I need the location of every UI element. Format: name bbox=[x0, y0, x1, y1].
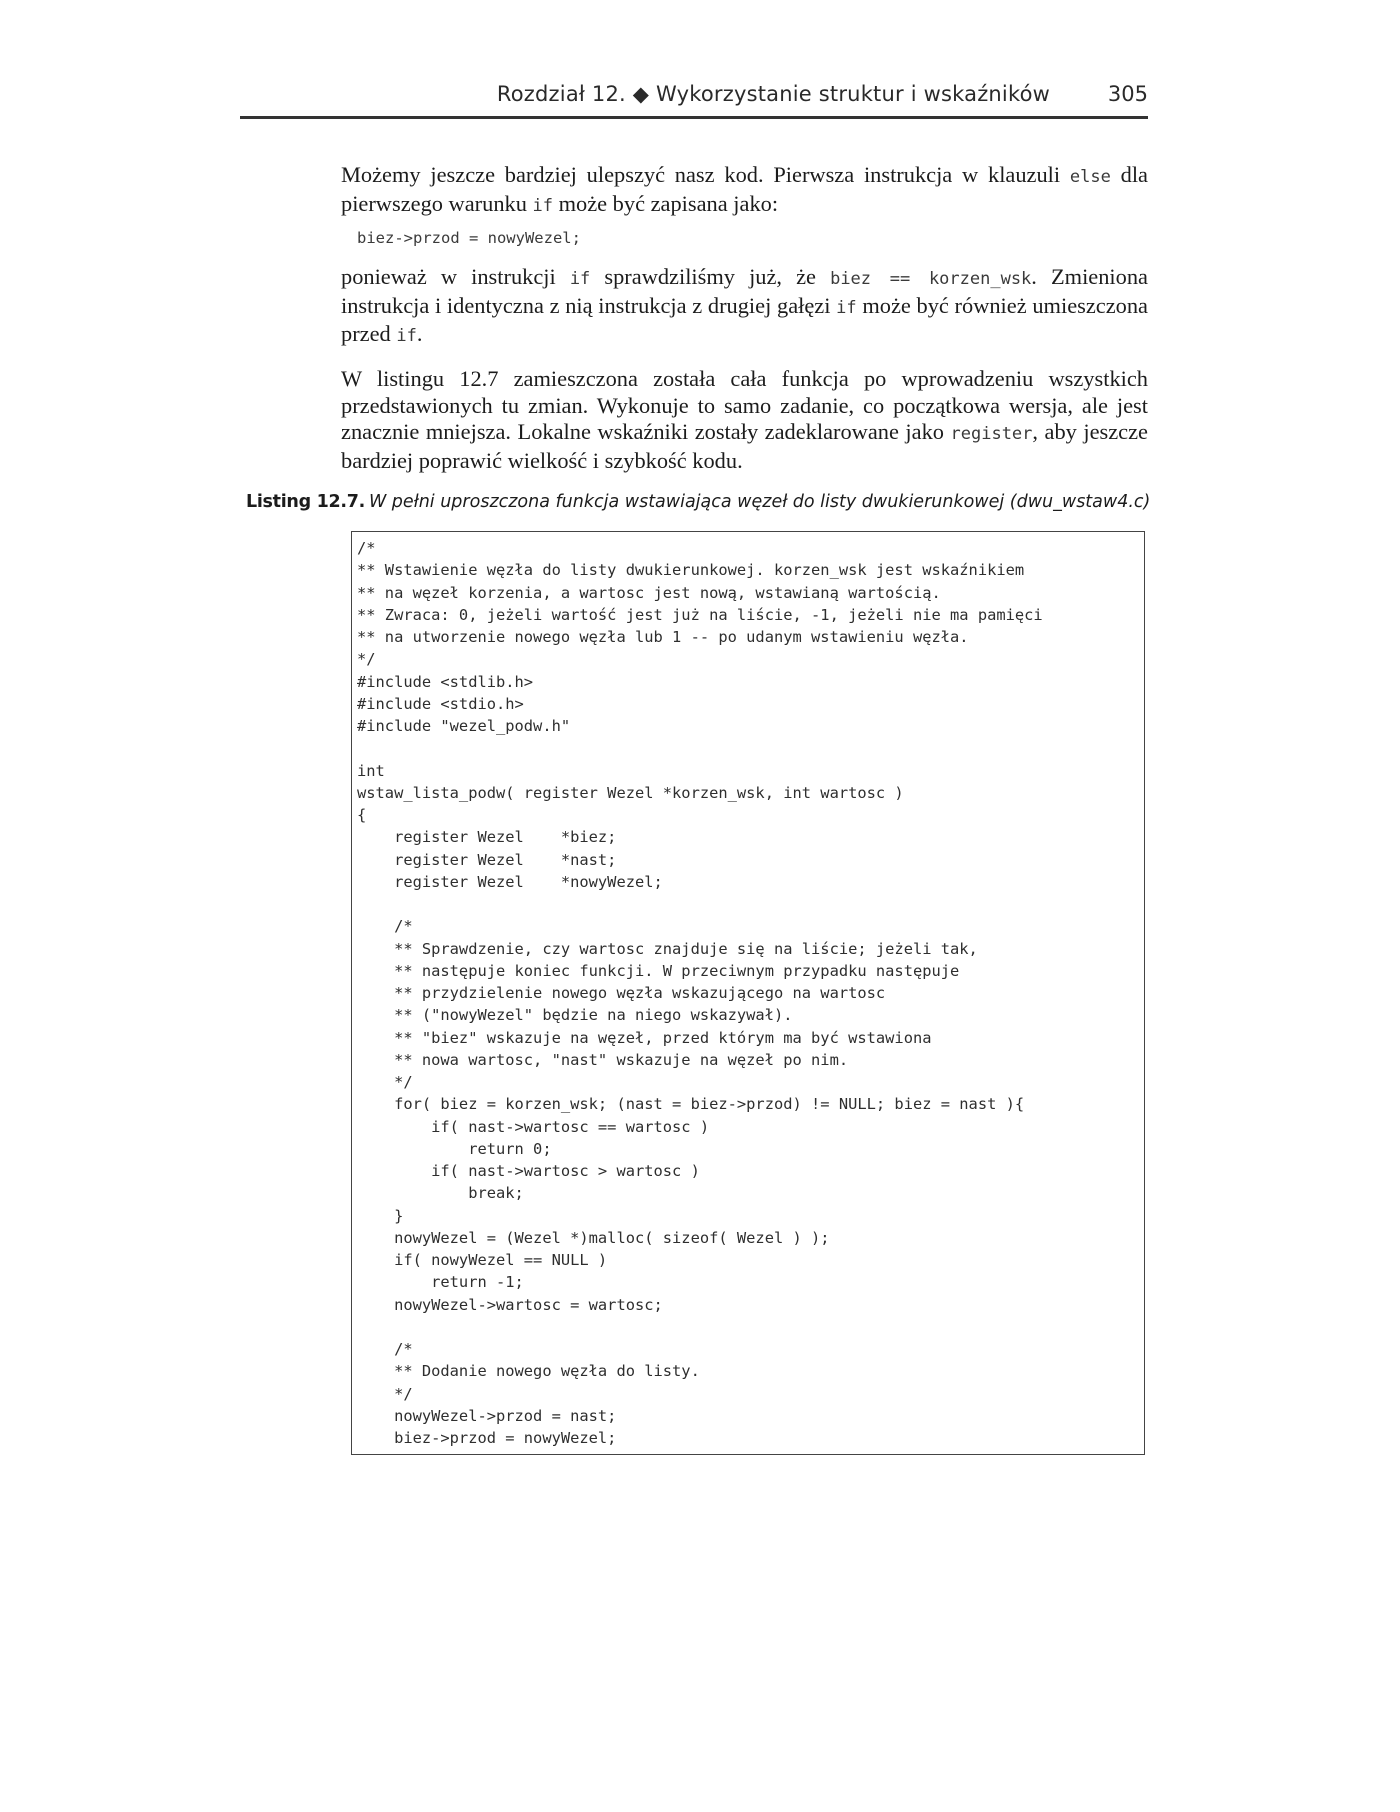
inline-code: biez == korzen_wsk bbox=[830, 269, 1032, 289]
text-run: Możemy jeszcze bardziej ulepszyć nasz kod. Pierwsza instrukcja w klauzuli bbox=[341, 162, 1070, 187]
paragraph-3 bbox=[341, 366, 1148, 474]
inline-code: else bbox=[1069, 167, 1111, 187]
text-run: może być zapisana jako: bbox=[553, 190, 779, 216]
code-snippet: biez->przod = nowyWezel; bbox=[357, 229, 581, 247]
text-run: sprawdziliśmy już, że bbox=[590, 264, 831, 289]
listing-caption-text: W pełni uproszczona funkcja wstawiająca węzeł do listy dwukierunkowej (dwu_wstaw4.c) bbox=[368, 492, 1151, 512]
paragraph-2 bbox=[341, 264, 1148, 350]
paragraph-1 bbox=[341, 162, 1148, 219]
listing-caption bbox=[246, 492, 1151, 512]
inline-code: register bbox=[950, 424, 1033, 444]
text-run: . Zmieniona instrukcja i identyczna z nią instrukcja z drugiej gałęzi bbox=[341, 264, 1148, 318]
running-header bbox=[240, 82, 1148, 119]
inline-code: if bbox=[532, 195, 553, 216]
code-listing-box bbox=[351, 531, 1145, 1455]
inline-code: if bbox=[396, 326, 417, 346]
text-run: ponieważ w instrukcji bbox=[341, 264, 570, 289]
inline-code: if bbox=[836, 297, 857, 318]
inline-code: if bbox=[569, 269, 591, 289]
text-run: W listingu 12.7 zamieszczona została cała funkcja po wprowadzeniu wszystkich przedstawionych tu zmian. Wykonuje to samo zadanie, co początkowa wersja, ale jest znacznie mniejsza. Lokalne wskaźniki zostały zadeklarowane jako bbox=[341, 366, 1148, 444]
text-run: , aby jeszcze bardziej poprawić wielkość i szybkość kodu. bbox=[341, 419, 1148, 473]
page-number: 305 bbox=[1107, 82, 1148, 106]
code-listing: /* ** Wstawienie węzła do listy dwukierunkowej. korzen_wsk jest wskaźnikiem ** na węzeł korzenia, a wartosc jest nową, wstawianą wartością. ** Zwraca: 0, jeżeli wartość jest już na liście, -1, jeżeli nie ma pamięci ** na utworzenie nowego węzła lub 1 -- po udanym wstawieniu węzła. */ #include <stdlib.h> #include <stdio.h> #include "wezel_podw.h" int wstaw_lista_podw( register Wezel *korzen_wsk, int wartosc ) { register Wezel *biez; register Wezel *nast; register Wezel *nowyWezel; /* ** Sprawdzenie, czy wartosc znajduje się na liście; jeżeli tak, ** następuje koniec funkcji. W przeciwnym przypadku następuje ** przydzielenie nowego węzła wskazującego na wartosc ** ("nowyWezel" będzie na niego wskazywał). ** "biez" wskazuje na węzeł, przed którym ma być wstawiona ** nowa wartosc, "nast" wskazuje na węzeł po nim. */ for( biez = korzen_wsk; (nast = biez->przod) != NULL; biez = nast ){ if( nast->wartosc == wartosc ) return 0; if( nast->wartosc > wartosc ) break; } nowyWezel = (Wezel *)malloc( sizeof( Wezel ) ); if( nowyWezel == NULL ) return -1; nowyWezel->wartosc = wartosc; /* ** Dodanie nowego węzła do listy. */ nowyWezel->przod = nast; biez->przod = nowyWezel; bbox=[357, 539, 1043, 1447]
chapter-title: Rozdział 12. ◆ Wykorzystanie struktur i wskaźników bbox=[496, 82, 1050, 106]
text-run: dla pierwszego warunku bbox=[341, 162, 1149, 216]
text-run: . bbox=[416, 321, 423, 346]
listing-label: Listing 12.7. bbox=[246, 492, 365, 512]
text-run: może być również umieszczona przed bbox=[341, 292, 1148, 346]
